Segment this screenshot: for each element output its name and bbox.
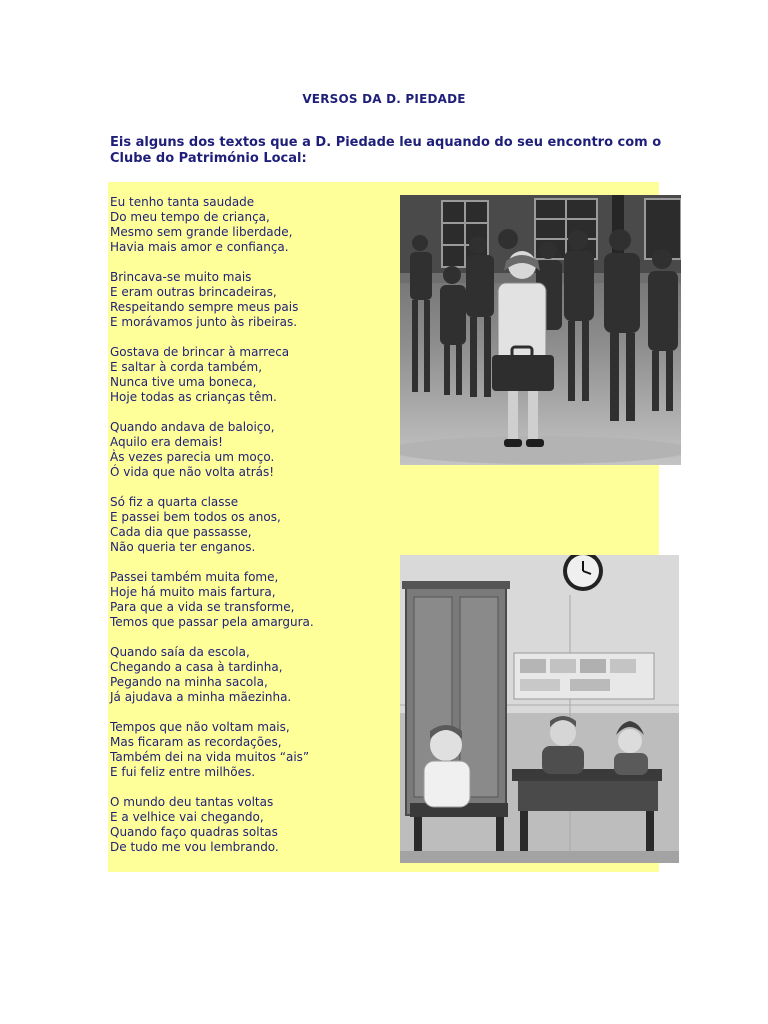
verse: E saltar à corda também, — [110, 360, 263, 374]
stanza — [110, 495, 400, 555]
verse: Hoje todas as crianças têm. — [110, 390, 277, 404]
verse: Também dei na vida muitos “ais” — [110, 750, 310, 764]
schoolyard-photo-drawing — [400, 195, 681, 465]
verse: Nunca tive uma boneca, — [110, 375, 257, 389]
verse: Aquilo era demais! — [110, 435, 223, 449]
verse: Cada dia que passasse, — [110, 525, 252, 539]
stanza — [110, 345, 400, 405]
verse: Quando faço quadras soltas — [110, 825, 278, 839]
stanza — [110, 570, 400, 630]
stanza — [110, 720, 400, 780]
page-title: VERSOS DA D. PIEDADE — [302, 92, 466, 106]
verse: Hoje há muito mais fartura, — [110, 585, 276, 599]
schoolyard-children-photo — [400, 195, 681, 465]
stanza — [110, 420, 400, 480]
verse: Respeitando sempre meus pais — [110, 300, 299, 314]
verse: Ó vida que não volta atrás! — [110, 465, 275, 479]
classroom-photo-drawing — [400, 555, 679, 863]
verse: Já ajudava a minha mãezinha. — [110, 690, 292, 704]
poem — [110, 195, 400, 870]
verse: Eu tenho tanta saudade — [110, 195, 255, 209]
classroom-children-photo — [400, 555, 679, 863]
verse: Gostava de brincar à marreca — [110, 345, 290, 359]
verse: Quando saía da escola, — [110, 645, 250, 659]
verse: O mundo deu tantas voltas — [110, 795, 274, 809]
verse: E a velhice vai chegando, — [110, 810, 264, 824]
verse: E fui feliz entre milhões. — [110, 765, 256, 779]
verse: Mas ficaram as recordações, — [110, 735, 282, 749]
verse: Brincava-se muito mais — [110, 270, 252, 284]
verse: Havia mais amor e confiança. — [110, 240, 289, 254]
verse: Chegando a casa à tardinha, — [110, 660, 283, 674]
stanza — [110, 270, 400, 330]
verse: Para que a vida se transforme, — [110, 600, 295, 614]
verse: Às vezes parecia um moço. — [110, 450, 275, 464]
stanza — [110, 795, 400, 855]
stanza — [110, 645, 400, 705]
verse: Só fiz a quarta classe — [110, 495, 239, 509]
verse: De tudo me vou lembrando. — [110, 840, 279, 854]
verse: Quando andava de baloiço, — [110, 420, 275, 434]
verse: Temos que passar pela amargura. — [110, 615, 314, 629]
verse: Tempos que não voltam mais, — [110, 720, 290, 734]
stanza — [110, 195, 400, 255]
verse: E eram outras brincadeiras, — [110, 285, 277, 299]
verse: Passei também muita fome, — [110, 570, 279, 584]
verse: Pegando na minha sacola, — [110, 675, 268, 689]
verse: Não queria ter enganos. — [110, 540, 256, 554]
verse: E passei bem todos os anos, — [110, 510, 281, 524]
verse: Mesmo sem grande liberdade, — [110, 225, 293, 239]
verse: E morávamos junto às ribeiras. — [110, 315, 298, 329]
verse: Do meu tempo de criança, — [110, 210, 270, 224]
intro-paragraph: Eis alguns dos textos que a D. Piedade leu aquando do seu encontro com o Clube do Património Local: — [110, 135, 662, 166]
